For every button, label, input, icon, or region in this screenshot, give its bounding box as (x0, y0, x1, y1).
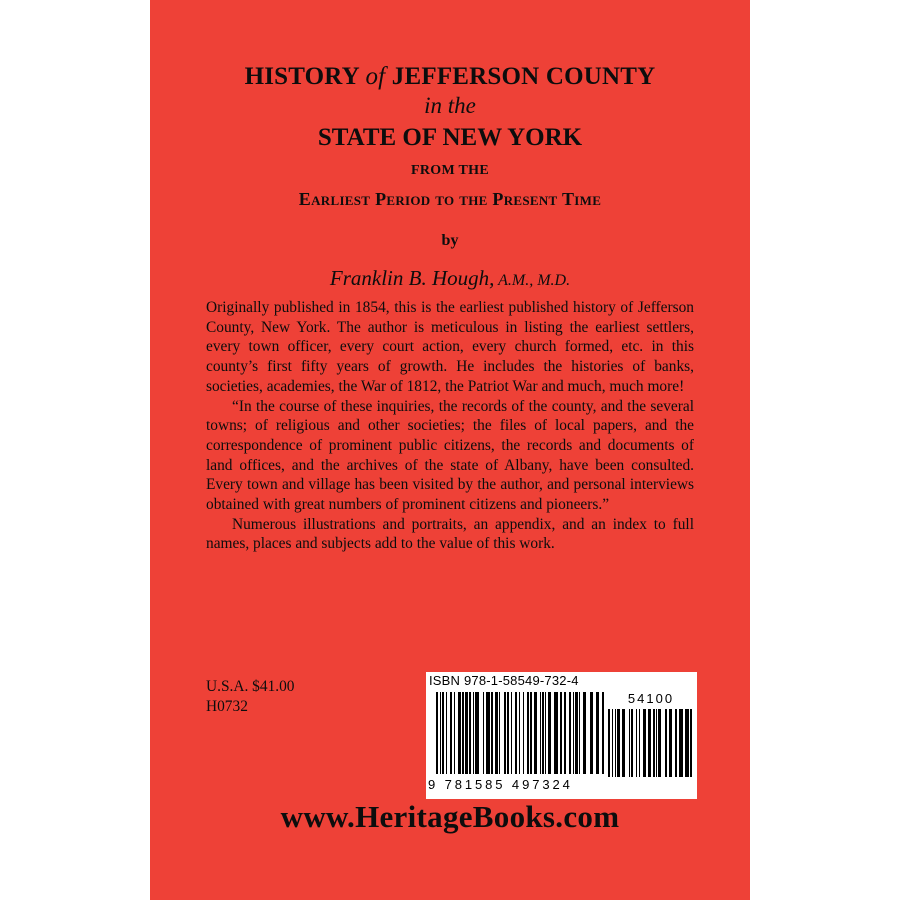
item-code: H0732 (206, 698, 248, 715)
isbn-label: ISBN 978-1-58549-732-4 (429, 673, 579, 688)
barcode-bar (462, 692, 464, 774)
website: www.HeritageBooks.com (280, 799, 620, 834)
author (150, 266, 750, 293)
subtitle-from: FROM THE (411, 163, 489, 178)
barcode-bar (473, 692, 474, 774)
addon-digits: 54100 (627, 691, 675, 706)
description-paragraph-1: Originally published in 1854, this is the earliest published history of Jefferson County, New York. The author is meticulous in listing the earliest settlers, every town officer, every court action, every church formed, etc. in this county’s first fifty years of growth. He includes the histories of banks, societies, academies, the War of 1812, the Patriot War and much, much more! (206, 299, 694, 395)
addon-barcode-bar (629, 709, 630, 777)
barcode-bar (436, 692, 438, 774)
addon-barcode-bar (617, 709, 620, 777)
barcode-bar (530, 692, 532, 774)
barcode-bar (483, 692, 484, 774)
barcode-bar (540, 692, 541, 774)
addon-barcode-bar (679, 709, 683, 777)
addon-barcode-bar (675, 709, 677, 777)
title-part-of: of (365, 63, 386, 90)
barcode-bar (583, 692, 586, 774)
author-name: Franklin B. Hough, (329, 266, 495, 290)
barcode-bar (446, 692, 447, 774)
barcode-bar (458, 692, 461, 774)
addon-barcode-bar (636, 709, 637, 777)
barcode-bar (548, 692, 551, 774)
barcode-bar (575, 692, 578, 774)
title-part-history: HISTORY (244, 63, 366, 90)
addon-barcode-bars (608, 709, 694, 784)
barcode-bar (560, 692, 562, 774)
barcode-bar (450, 692, 452, 774)
barcode-bar (523, 692, 524, 774)
barcode-bar (495, 692, 498, 774)
description-quote: “In the course of these inquiries, the records of the county, and the several towns; of religious and other societies; the files of local papers, and the correspondence of prominent public citizens, the records and documents of land offices, and the archives of the state of Albany, have been consulted. Every town and village has been visited by the author, and personal interviews obtained with great numbers of prominent citizens and pioneers.” (206, 397, 694, 514)
addon-barcode-bar (631, 709, 633, 777)
barcode-bar (475, 692, 479, 774)
author-degrees: A.M., M.D. (494, 272, 571, 289)
description-paragraph-3: Numerous illustrations and portraits, an appendix, and an index to full names, places and subjects add to the value of this work. (206, 515, 694, 553)
addon-barcode-bar (615, 709, 616, 777)
barcode-bar (515, 692, 517, 774)
barcode-bar (511, 692, 512, 774)
addon-barcode-bar (643, 709, 646, 777)
barcode-bar (469, 692, 471, 774)
addon-barcode-bar (665, 709, 667, 777)
barcode-bar (507, 692, 509, 774)
addon-barcode-bar (608, 709, 610, 777)
barcode-bar (465, 692, 468, 774)
barcode-bar (602, 692, 604, 774)
isbn-barcode (426, 672, 697, 799)
addon-barcode-bar (658, 709, 661, 777)
barcode-bar (573, 692, 574, 774)
barcode-bar (504, 692, 506, 774)
addon-barcode-bar (685, 709, 689, 777)
title-in-the: in the (424, 93, 476, 118)
price-info (206, 677, 295, 717)
barcode-bar (499, 692, 500, 774)
book-back-cover (150, 0, 750, 900)
barcode-bar (596, 692, 599, 774)
title-block (150, 62, 750, 293)
barcode-bar (564, 692, 566, 774)
barcode-bar (534, 692, 537, 774)
addon-barcode-bar (653, 709, 655, 777)
byline-by: by (441, 232, 459, 249)
addon-barcode-bar (612, 709, 613, 777)
addon-barcode-bar (639, 709, 640, 777)
addon-barcode-bar (690, 709, 692, 777)
barcode-bar (579, 692, 580, 774)
addon-barcode-bar (656, 709, 657, 777)
barcode-bar (527, 692, 529, 774)
barcode-bar (486, 692, 490, 774)
barcode-bar (590, 692, 593, 774)
barcode-bar (545, 692, 546, 774)
barcode-bar (519, 692, 520, 774)
book-title (150, 62, 750, 92)
title-part-county: JEFFERSON COUNTY (385, 63, 656, 90)
addon-barcode-bar (648, 709, 651, 777)
barcode-bar (491, 692, 493, 774)
title-state: STATE OF NEW YORK (317, 124, 583, 151)
barcode-bar (442, 692, 444, 774)
ean-digits: 9 781585 497324 (428, 777, 573, 792)
barcode-bar (440, 692, 441, 774)
addon-barcode-bar (622, 709, 625, 777)
description (206, 298, 694, 554)
barcode-bar (542, 692, 544, 774)
barcode-bar (569, 692, 571, 774)
subtitle-period: Earliest Period to the Present Time (298, 189, 602, 209)
barcode-bar (554, 692, 558, 774)
addon-barcode-bar (669, 709, 672, 777)
price: U.S.A. $41.00 (206, 678, 295, 695)
barcode-bar (454, 692, 455, 774)
ean-barcode-bars (436, 692, 604, 784)
